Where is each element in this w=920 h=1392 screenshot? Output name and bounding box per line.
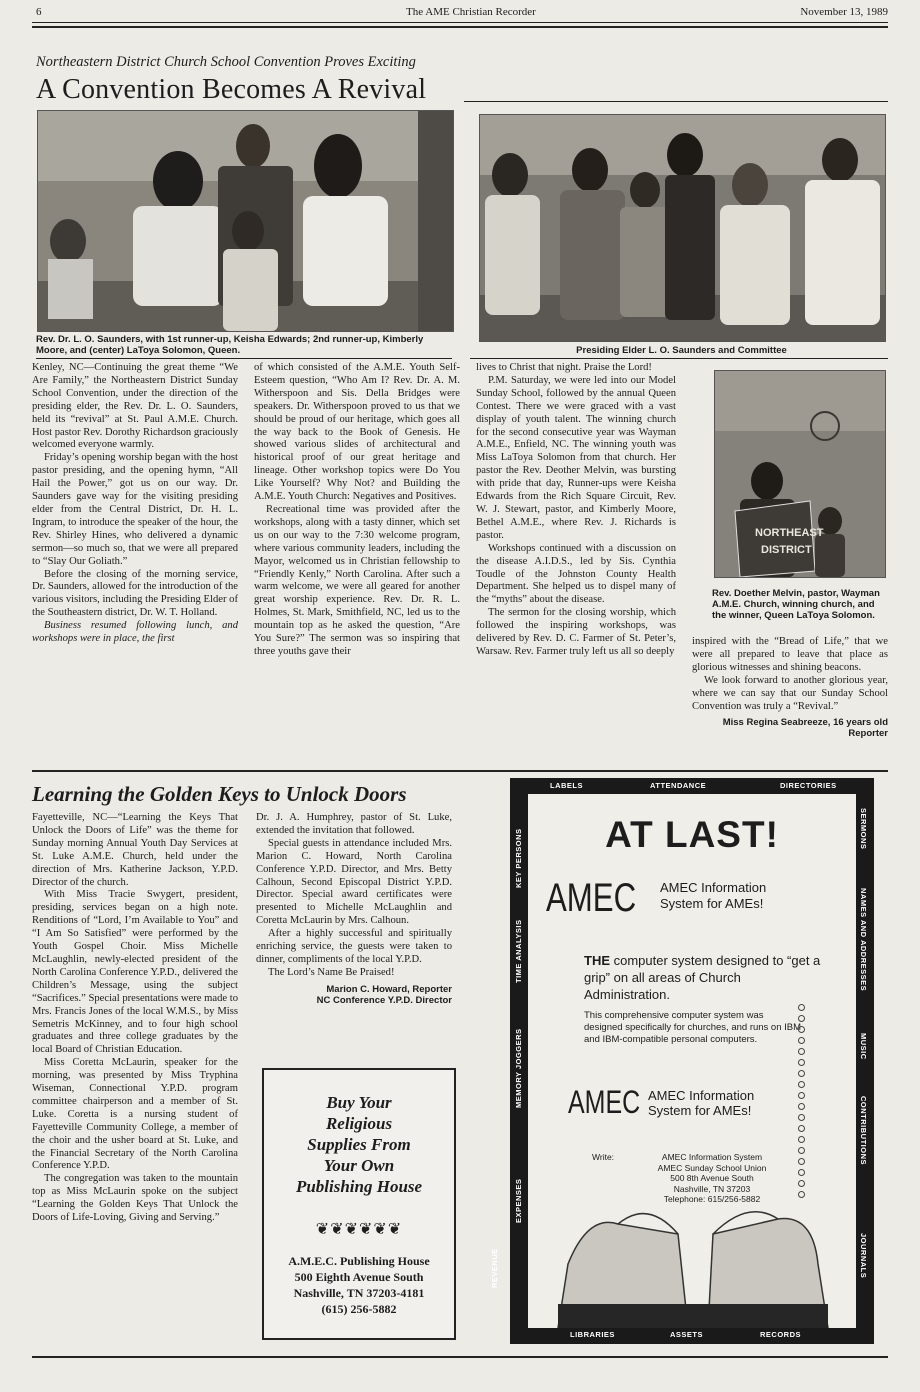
story2-col1-p1: Fayetteville, NC—“Learning the Keys That Unlock the Doors of Life” was the theme for Sunday morning Annual Youth Day Services at St. Luke A.M.E. Church, held under the direction of Mrs. Katherine Jackson, Y.P.D. Director of the church.	[32, 812, 238, 888]
caption-rule-right	[470, 358, 888, 359]
header-rule-thick	[32, 26, 888, 28]
story1-col1-p4: Business resumed following lunch, and workshops were in place, the first	[32, 620, 238, 645]
ad-pub-address-3: Nashville, TN 37203-4181	[293, 1286, 425, 1300]
story2-headline: Learning the Golden Keys to Unlock Doors	[32, 782, 407, 806]
story2-col2-p3: After a highly successful and spiritually enriching service, the guests were taken to dinner, compliments of the local Y.P.D.	[256, 928, 452, 965]
caption-left: Rev. Dr. L. O. Saunders, with 1st runner-up, Keisha Edwards; 2nd runner-up, Kimberly Moore, and (center) LaToya Solomon, Queen.	[36, 334, 424, 356]
ad-publishing-house	[262, 1068, 456, 1340]
ad-pub-line-4: Your Own	[323, 1156, 395, 1175]
story1-column-1	[32, 362, 238, 646]
caption-right: Presiding Elder L. O. Saunders and Committee	[576, 345, 787, 356]
ad-amec-tagline-2-1: AMEC Information	[648, 1088, 755, 1103]
story1-col3-p1: lives to Christ that night. Praise the Lord!	[476, 362, 652, 373]
ad-amec-right-3: MUSIC	[859, 1033, 868, 1060]
story1-col3-p4: The sermon for the closing worship, which followed the inspiring workshops, was delivered by Rev. D. C. Farmer of St. Peter’s, Warsaw. Rev. Farmer truly left us all so deeply	[476, 607, 676, 657]
ad-amec-top-3: DIRECTORIES	[780, 781, 837, 790]
story1-signature-role: Reporter	[848, 728, 888, 740]
ad-amec-tractor-feed	[798, 1002, 808, 1200]
story1-column-3	[476, 362, 676, 659]
ad-amec-left-4: TIME ANALYSIS	[514, 919, 523, 983]
ad-amec-body: This comprehensive computer system was designed specifically for churches, and runs on IBM and IBM-compatible personal computers.	[584, 1010, 802, 1045]
issue-date: November 13, 1989	[800, 6, 888, 18]
ad-amec-logo-2: AMEC	[568, 1084, 641, 1120]
story2-col2-p4: The Lord’s Name Be Praised!	[268, 966, 395, 978]
story1-headline: A Convention Becomes A Revival	[36, 74, 427, 105]
ad-amec-left-2: EXPENSES	[514, 1178, 523, 1223]
story1-col2-p1: of which consisted of the A.M.E. Youth Self-Esteem question, “Who Am I? Rev. Dr. A. M. Witherspoon and Sis. Della Bridges were speakers. Dr. Witherspoon proved to us that we should be proud of our heritage, which goes all the way back to the Book of Genesis. He showed various slides of architectural and historical proof of our great heritage and lineage. Other workshop topics were Do You Like Yourself? Why Not? and Building the A.M.E. Youth Church: Negatives and Positives.	[254, 362, 460, 503]
ad-amec	[490, 778, 874, 1344]
ad-pub-address-1: A.M.E.C. Publishing House	[288, 1254, 430, 1268]
ad-amec-tagline-2: System for AMEs!	[660, 896, 764, 911]
ad-pub-line-2: Religious	[325, 1114, 393, 1133]
story1-col3-p2: P.M. Saturday, we were led into our Model Sunday School, followed by the annual Queen Contest. There we were graced with a vast display of youth talent. The winning church for the second consecutive year was Wayman A.M.E., Enfield, NC. The winning youth was Miss LaToya Solomon from that church. Her pastor the Rev. Deother Melvin, was bursting with pride that day, Runner-ups were Keisha Edwards from the Rich Square Circuit, Rev. W. J. Stewart, pastor, and Kimberly Moore, Bethel A.M.E., where Rev. J. Richards is pastor.	[476, 374, 676, 541]
story2-column-2	[256, 812, 452, 1006]
story2-col1-p3: Miss Coretta McLaurin, speaker for the morning, was presented by Miss Tryphina Wiseman, Connectional Y.P.D. program committee chairperson and a member of St. Luke. Coretta is a nursing student of Fayetteville Community College, a member of the choir and the usher board at St. Luke, and the Financial Secretary of the North Carolina Conference Y.P.D.	[32, 1057, 238, 1172]
story2-col2-p2: Special guests in attendance included Mrs. Marion C. Howard, North Carolina Conference Y.P.D. Director, and Mrs. Betty Calhoun, Second Episcopal District Y.P.D. Director. Special award certificates were presented to Michelle McLaughlin and Coretta McLaurin by Mrs. Calhoun.	[256, 837, 452, 927]
ad-amec-bottom-2: ASSETS	[670, 1330, 704, 1339]
story1-col4-p1: inspired with the “Bread of Life,” that we were all prepared to leave that place as glorious witnesses and shining beacons.	[692, 636, 888, 673]
story1-signature: Miss Regina Seabreeze, 16 years old	[722, 717, 888, 729]
ad-amec-left-3: MEMORY JOGGERS	[514, 1028, 523, 1108]
photo-winner-graphic	[715, 371, 885, 577]
ad-amec-right-1: SERMONS	[859, 808, 868, 850]
paper-name: The AME Christian Recorder	[406, 6, 536, 18]
headline-rule	[464, 101, 888, 102]
photo-queen-contest-graphic	[38, 111, 453, 331]
story2-col2-p1: Dr. J. A. Humphrey, pastor of St. Luke, extended the invitation that followed.	[256, 812, 452, 836]
story1-col3-p3: Workshops continued with a discussion on the disease A.I.D.S., led by Sis. Cynthia Toudle of the Johnston County Health Department. She helped us to dispel many of the “myths” about the disease.	[476, 542, 676, 606]
ad-amec-contact-4: Nashville, TN 37203	[673, 1183, 751, 1194]
story2-col1-p2: With Miss Tracie Swygert, president, presiding, services began on a high note. Renditions of “Lord, I’m Available to You” and “I Am So Satisfied” were performed by the Youth Gospel Choir. Miss Michelle McLaughlin, newly-elected president of the North Carolina Conference Y.P.D., delivered the Children’s Message, using the subject “Sacrifices.” Special presentations were made to Mrs. Francis Jones of the local W.M.S., by Miss Semetris McKinney, and to four high school graduates and three college graduates by the local Board of Christian Education.	[32, 889, 238, 1056]
story1-col4-p2: We look forward to another glorious year, where we can say that our Sunday School Convention was truly a “Revival.”	[692, 674, 888, 712]
caption-rule-left	[36, 358, 452, 359]
ad-amec-left-1: REVENUE	[490, 1248, 499, 1288]
story1-col1-p2: Friday’s opening worship began with the host pastor presiding, and the opening hymn, “All Hail the Power,” got us on our way. Dr. Saunders gave way for the visiting presiding elder from the Central District, Dr. H. L. Ingram, to introduce the speaker of the hour, the Rev. Shirley Hines, who delivered a dynamic sermon—so much so, that we were all prepared to “Slay Our Goliath.”	[32, 452, 238, 567]
ad-amec-top-1: LABELS	[550, 781, 583, 790]
story1-kicker: Northeastern District Church School Convention Proves Exciting	[36, 54, 416, 70]
ad-pub-line-1: Buy Your	[326, 1093, 392, 1112]
story1-col2-p2: Recreational time was provided after the workshops, along with a tasty dinner, which set us on our way to the 7:30 welcome program, where various community leaders, including the Mayor, welcomed us in Christian fellowship to “Friendly Kenly,” North Carolina. After such a warm welcome, we were all geared for another great worship experience. Rev. Dr. R. L. Holmes, St. Mark, Smithfield, NC, led us to the mountain top as he asked the question, “Are You Sure?” The sermon was so inspiring that three youths gave their	[254, 503, 460, 657]
footer-rule	[32, 1356, 888, 1358]
story1-column-2	[254, 362, 460, 659]
story2-signature: Marion C. Howard, Reporter	[326, 983, 452, 995]
story1-col1-p3: Before the closing of the morning service, Dr. Saunders, allowed for the introduction of the various visitors, including the Presiding Elder of the Southeastern district, Dr. W. T. Holland.	[32, 568, 238, 619]
ad-amec-right-2: NAMES AND ADDRESSES	[859, 888, 868, 992]
ad-amec-bottom-1: LIBRARIES	[570, 1330, 615, 1339]
ad-pub-address-4: (615) 256-5882	[321, 1302, 397, 1316]
banner-line-1: NORTHEAST	[755, 527, 824, 539]
ad-amec-tagline-1: AMEC Information	[660, 880, 767, 895]
section-rule	[32, 770, 888, 772]
ad-amec-top-2: ATTENDANCE	[650, 781, 707, 790]
ad-amec-contact-5: Telephone: 615/256-5882	[663, 1194, 761, 1204]
page-number: 6	[36, 6, 42, 18]
photo-committee	[479, 114, 886, 342]
story1-column-4	[692, 636, 888, 739]
story2-column-1	[32, 812, 238, 1225]
ad-amec-right-4: CONTRIBUTIONS	[859, 1096, 868, 1165]
ad-amec-panel	[528, 794, 856, 1328]
ad-amec-contact-3: 500 8th Avenue South	[670, 1173, 754, 1183]
ad-pub-line-3: Supplies From	[307, 1135, 411, 1154]
ad-amec-contact-2: AMEC Sunday School Union	[657, 1162, 767, 1173]
header-rule	[32, 22, 888, 23]
story1-col1-p1: Kenley, NC—Continuing the great theme “We Are Family,” the Northeastern District Sunday School Convention, under the direction of the presiding elder, the Rev. Dr. L. O. Saunders, held its “revival” at St. Paul A.M.E. Church. Host pastor Rev. Dorothy Richardson graciously welcomed everyone warmly.	[32, 362, 238, 451]
ad-pub-line-5: Publishing House	[295, 1177, 423, 1196]
ad-amec-headline: AT LAST!	[605, 814, 779, 855]
story2-signature-role: NC Conference Y.P.D. Director	[316, 994, 452, 1006]
ad-pub-ornament: ❦❦❦❦❦❦	[315, 1221, 403, 1238]
photo-winner	[714, 370, 886, 578]
ad-pub-address-2: 500 Eighth Avenue South	[294, 1270, 424, 1284]
ad-amec-contact-1: AMEC Information System	[661, 1152, 763, 1162]
ad-amec-tagline-2-2: System for AMEs!	[648, 1103, 752, 1118]
ad-amec-left-5: KEY PERSONS	[514, 828, 523, 888]
caption-small: Rev. Doether Melvin, pastor, Wayman A.M.E. Church, winning church, and the winner, Queen LaToya Solomon.	[712, 588, 880, 621]
photo-queen-contest	[37, 110, 454, 332]
ad-amec-write-label: Write:	[592, 1152, 615, 1162]
photo-committee-graphic	[480, 115, 885, 341]
ad-amec-right-5: JOURNALS	[859, 1233, 868, 1279]
ad-amec-lead-bold: THE	[584, 953, 610, 968]
ad-amec-logo: AMEC	[546, 876, 637, 920]
story2-col1-p4: The congregation was taken to the mountain top as Miss McLaurin spoke on the subject “Learning the Golden Keys That Unlock the Doors of Life-Loving, Giving and Serving.”	[32, 1173, 238, 1224]
page-header	[36, 6, 888, 22]
banner-line-2: DISTRICT	[761, 544, 812, 556]
ad-amec-lead-text: computer system designed to “get a grip” on all areas of Church Administration.	[584, 953, 821, 1002]
ad-amec-hands-illustration	[528, 1194, 856, 1328]
ad-amec-bottom-3: RECORDS	[760, 1330, 802, 1339]
